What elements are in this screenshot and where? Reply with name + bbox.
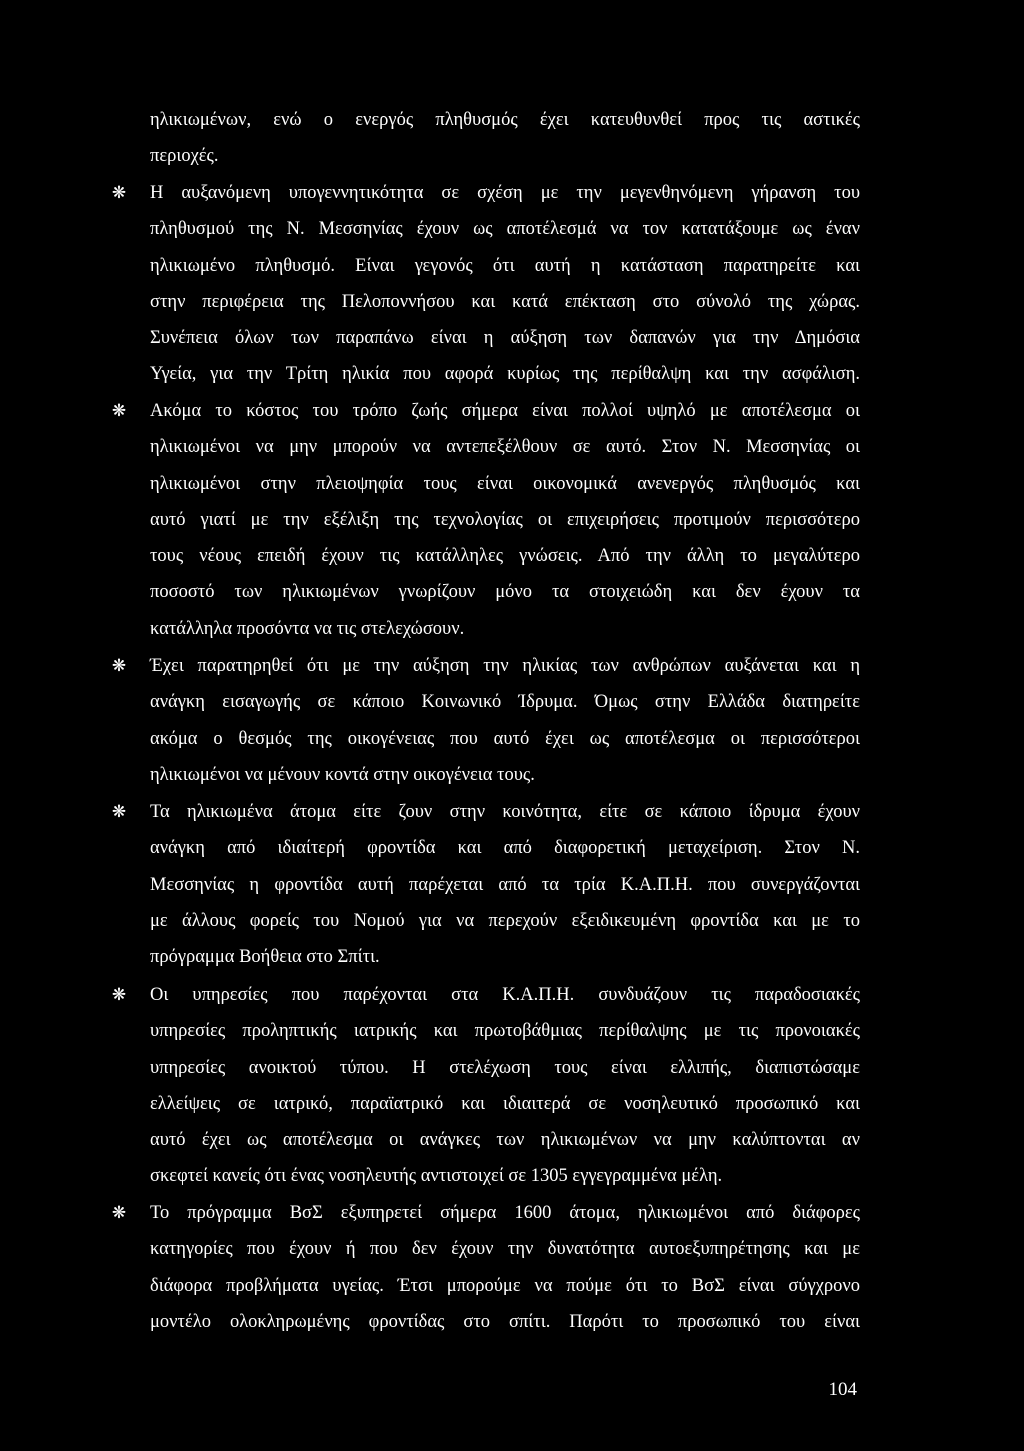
text-line: Τα ηλικιωμένα άτομα είτε ζουν στην κοινότητα, είτε σε κάποιο ίδρυμα έχουν xyxy=(150,802,860,822)
text-line: ηλικιωμένων, ενώ ο ενεργός πληθυσμός έχει κατευθυνθεί προς τις αστικές xyxy=(150,110,860,130)
text-line: κατάλληλα προσόντα να τις στελεχώσουν. xyxy=(150,618,465,639)
text-line: περιοχές. xyxy=(150,146,219,167)
text-line: ηλικιωμένοι να μένουν κοντά στην οικογένεια τους. xyxy=(150,764,535,785)
bullet-icon: ❋ xyxy=(111,656,127,676)
text-line: σκεφτεί κανείς ότι ένας νοσηλευτής αντιστοιχεί σε 1305 εγγεγραμμένα μέλη. xyxy=(150,1166,723,1187)
page-number: 104 xyxy=(828,1379,857,1400)
text-line: ηλικιωμένο πληθυσμό. Είναι γεγονός ότι αυτή η κατάσταση παρατηρείτε και xyxy=(150,255,860,276)
bullet-icon: ❋ xyxy=(111,401,127,421)
text-line: αυτό γιατί με την εξέλιξη της τεχνολογίας οι επιχειρήσεις προτιμούν περισσότερο xyxy=(150,509,860,530)
text-line: ανάγκη από ιδιαίτερή φροντίδα και από διαφορετική μεταχείριση. Στον Ν. xyxy=(150,838,860,859)
text-line: Συνέπεια όλων των παραπάνω είναι η αύξηση των δαπανών για την Δημόσια xyxy=(150,328,860,349)
text-line: ποσοστό των ηλικιωμένων γνωρίζουν μόνο τα στοιχειώδη και δεν έχουν τα xyxy=(150,582,860,603)
text-line: στην περιφέρεια της Πελοποννήσου και κατά επέκταση στο σύνολό της χώρας. xyxy=(150,291,860,312)
text-line: τους νέους επειδή έχουν τις κατάλληλες γνώσεις. Από την άλλη το μεγαλύτερο xyxy=(150,546,860,567)
text-line: Υγεία, για την Τρίτη ηλικία που αφορά κυρίως της περίθαλψη και την ασφάλιση. xyxy=(150,364,860,385)
text-line: μοντέλο ολοκληρωμένης φροντίδας στο σπίτι. Παρότι το προσωπικό του είναι xyxy=(150,1311,860,1332)
bullet-icon: ❋ xyxy=(111,183,127,203)
text-line: Η αυξανόμενη υπογεννητικότητα σε σχέση με την μεγενθηνόμενη γήρανση του xyxy=(150,183,860,203)
text-line: Οι υπηρεσίες που παρέχονται στα Κ.Α.Π.Η. συνδυάζουν τις παραδοσιακές xyxy=(150,985,860,1005)
text-line: υπηρεσίες προληπτικής ιατρικής και πρωτοβάθμιας περίθαλψης με τις προνοιακές xyxy=(150,1021,860,1042)
text-line: Έχει παρατηρηθεί ότι με την αύξηση την ηλικίας των ανθρώπων αυξάνεται και η xyxy=(150,656,860,676)
paragraph-7 xyxy=(150,1195,860,1340)
paragraph-3 xyxy=(150,393,860,647)
paragraph-1 xyxy=(150,102,860,175)
bullet-icon: ❋ xyxy=(111,1203,127,1223)
text-line: Μεσσηνίας η φροντίδα αυτή παρέχεται από τα τρία Κ.Α.Π.Η. που συνεργάζονται xyxy=(150,874,860,895)
text-line: Ακόμα το κόστος του τρόπο ζωής σήμερα είναι πολλοί υψηλό με αποτέλεσμα οι xyxy=(150,401,860,421)
text-line: με άλλους φορείς του Νομού για να περεχούν εξειδικευμένη φροντίδα και με το xyxy=(150,910,860,931)
text-line: Το πρόγραμμα ΒσΣ εξυπηρετεί σήμερα 1600 άτομα, ηλικιωμένοι από διάφορες xyxy=(150,1203,860,1223)
text-line: διάφορα προβλήματα υγείας. Έτσι μπορούμε να πούμε ότι το ΒσΣ είναι σύγχρονο xyxy=(150,1275,860,1296)
text-line: ελλείψεις σε ιατρικό, παραϊατρικό και ιδιαιτερά σε νοσηλευτικό προσωπικό και xyxy=(150,1093,860,1114)
text-line: ηλικιωμένοι στην πλειοψηφία τους είναι οικονομικά ανενεργός πληθυσμός και xyxy=(150,473,860,494)
text-line: πληθυσμού της Ν. Μεσσηνίας έχουν ως αποτέλεσμά να τον κατατάξουμε ως έναν xyxy=(150,219,860,240)
text-line: ανάγκη εισαγωγής σε κάποιο Κοινωνικό Ίδρυμα. Όμως στην Ελλάδα διατηρείτε xyxy=(150,692,860,713)
text-line: ακόμα ο θεσμός της οικογένειας που αυτό έχει ως αποτέλεσμα οι περισσότεροι xyxy=(150,728,860,749)
text-line: αυτό έχει ως αποτέλεσμα οι ανάγκες των ηλικιωμένων να μην καλύπτονται αν xyxy=(150,1130,860,1151)
paragraph-2 xyxy=(150,175,860,393)
bullet-icon: ❋ xyxy=(111,985,127,1005)
paragraph-6 xyxy=(150,977,860,1195)
paragraph-4 xyxy=(150,648,860,793)
paragraph-5 xyxy=(150,794,860,975)
text-line: κατηγορίες που έχουν ή που δεν έχουν την δυνατότητα αυτοεξυπηρέτησης και με xyxy=(150,1239,860,1260)
text-line: πρόγραμμα Βοήθεια στο Σπίτι. xyxy=(150,947,380,968)
bullet-icon: ❋ xyxy=(111,802,127,822)
text-line: υπηρεσίες ανοικτού τύπου. Η στελέχωση τους είναι ελλιπής, διαπιστώσαμε xyxy=(150,1057,860,1078)
text-line: ηλικιωμένοι να μην μπορούν να αντεπεξέλθουν σε αυτό. Στον Ν. Μεσσηνίας οι xyxy=(150,437,860,458)
